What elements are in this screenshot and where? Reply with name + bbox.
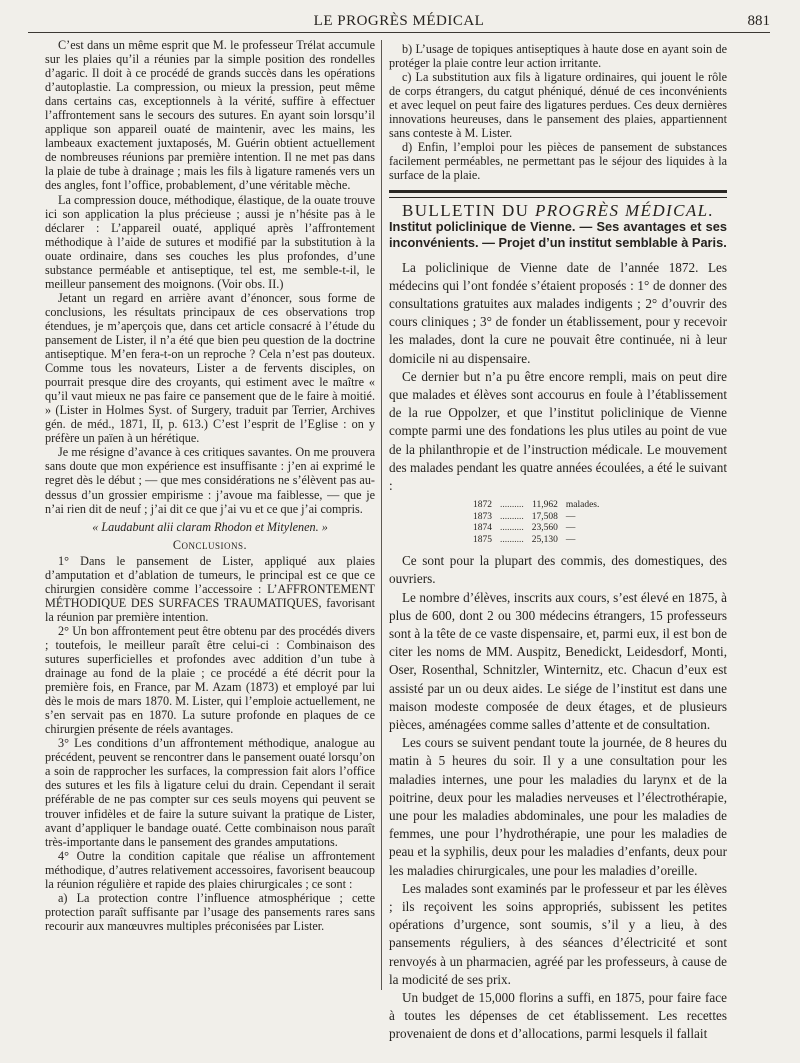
leader-dots: .......... — [500, 500, 524, 511]
conclusion-item: 3° Les conditions d’un affrontement méthodique, analogue au précédent, peuvent se rencontrer dans le pansement ouaté lorsqu’on a soin de rapprocher les surfaces, la compression fait alors l’office des sutures et les fils à ligature celui du drain. Cependant il serait préférable de ne pas compter sur ces seuls moyens qui peuvent se trouver infidèles et de faire la suture suivant la pratique de Lister, avant d’appliquer le bandage ouaté. Cette combinaison nous paraît très-importante dans le pansement des grandes amputations. — [45, 736, 375, 849]
count-cell: 25,130 — [531, 534, 558, 545]
count-cell: 17,508 — [531, 511, 558, 522]
paragraph: Ce dernier but n’a pu être encore rempli, mais on peut dire que malades et élèves sont accourus en foule à l’établissement de la rue Oppolzer, et que l’institut policlinique de Vienne compte parmi une des fondations les plus utiles au point de vue de la philanthropie et de l’instruction médicale. Le mouvement des malades pendant les quatre années écoulées, a été le suivant : — [389, 368, 727, 493]
year-cell: 1873 — [473, 511, 492, 522]
paragraph: Les malades sont examinés par le professeur et par les élèves ; ils reçoivent les soins appropriés, subissent les petites opérations d’urgence, sont soumis, s’il y a lieu, à des pansements réguliers, à des séances d’électricité et sont renvoyés à un pharmacien, agréé par les professeurs, à cause de la modicité de ses prix. — [389, 880, 727, 987]
latin-quote: « Laudabunt alii claram Rhodon et Mitylenen. » — [92, 519, 328, 534]
conclusion-item: a) La protection contre l’influence atmosphérique ; cette protection paraît suffisante par l’usage des pansements rares sans recourir aux manœuvres multiples préconisées par Lister. — [45, 890, 375, 933]
conclusion-item: 4° Outre la condition capitale que réalise un affrontement méthodique, d’autres relativement accessoires, favorisent beaucoup la réunion régulière et rapide des plaies chirurgicales ; ce sont : — [45, 848, 375, 891]
count-cell: 11,962 — [532, 500, 558, 511]
bulletin-title — [389, 201, 727, 221]
paragraph: Ce sont pour la plupart des commis, des domestiques, des ouvriers. — [389, 553, 727, 587]
conclusion-item: 1° Dans le pansement de Lister, appliqué aux plaies d’amputation et d’ablation de tumeurs, le principal est ce que ce chirurgien considère comme l’accessoire : L’AFFRONTEMENT MÉTHODIQUE DES SURFACES TRAUMATIQUES, favorisant la réunion par première intention. — [45, 553, 375, 624]
left-column — [45, 38, 375, 933]
year-cell: 1874 — [473, 523, 492, 534]
paragraph: Un budget de 15,000 florins a suffi, en 1875, pour faire face à toutes les dépenses de cet établissement. Les recettes provenaient de dons et d’allocations, parmi lesquels il fallait — [389, 990, 727, 1042]
patients-table — [469, 500, 603, 546]
list-item: d) Enfin, l’emploi pour les pièces de pansement de substances facilement perméables, ne permettant pas le séjour des liquides à la surface de la plaie. — [389, 140, 727, 183]
bulletin-title-italic: PROGRÈS MÉDICAL. — [534, 201, 715, 221]
unit-cell: malades. — [565, 500, 600, 511]
unit-cell: — — [565, 534, 576, 545]
table-row — [469, 535, 603, 547]
column-divider — [381, 40, 382, 990]
paragraph: Jetant un regard en arrière avant d’énoncer, sous forme de conclusions, les résultats principaux de ces observations trop étendues, je m’aperçois que, dans cet article consacré à l’étude du pansement de Lister, il n’a été que bien peu question de la doctrine antiseptique. M’en fera-t-on un reproche ? Cela n’est pas douteux. Comme tous les novateurs, Lister a de fervents disciples, on pourrait presque dire des croyants, qui estiment avec le maître « qu’il vaut mieux ne pas faire ce pansement que de le faire à moitié. » (Lister in Holmes Syst. of Surgery, traduit par Terrier, Archives gén. de méd., 1871, II, p. 613.) C’est l’esprit de l’Eglise : on y préfère un païen à un hérétique. — [45, 290, 375, 446]
unit-cell: — — [565, 511, 576, 522]
conclusion-item: 2° Un bon affrontement peut être obtenu par des procédés divers ; toutefois, le meilleur paraît être celui-ci : Combinaison des sutures superficielles et profondes avec addition d’un tube à drainage au fond de la plaie ; ce procédé a été décrit pour la première fois, en France, par M. Azam (1873) et employé par lui dès le mois de mars 1870. M. Lister, qui l’emploie actuellement, ne s’en servait pas en 1870. La suture profonde en plaques de ce chirurgien présente de réels avantages. — [45, 623, 375, 737]
unit-cell: — — [565, 523, 576, 534]
section-rule — [389, 190, 727, 198]
bulletin-title-prefix: BULLETIN DU — [402, 201, 535, 221]
leader-dots: .......... — [500, 511, 524, 522]
list-item: b) L’usage de topiques antiseptiques à haute dose en ayant soin de protéger la plaie contre leur action irritante. — [389, 42, 727, 71]
list-item: c) La substitution aux fils à ligature ordinaires, qui jouent le rôle de corps étrangers, du catgut phéniqué, dénué de ces inconvénients et avec lequel on peut faire des ligatures perdues. Ces deux dernières innovations heureuses, dans le pansement des plaies, appartiennent sans conteste à M. Lister. — [389, 70, 727, 141]
paragraph: La compression douce, méthodique, élastique, de la ouate trouve ici son application la plus précieuse ; aussi je n’hésite pas à le déclarer : L’appareil ouaté, appliqué après l’affrontement méthodique à l’aide de sutures et modifié par la substitution à la ouate ordinaire, dans ses couches les plus profondes, d’une substance perméable et antiseptique, tel est, me semble-t-il, le meilleur pansement des moignons. (Voir obs. II.) — [45, 192, 375, 291]
table-row — [469, 512, 603, 524]
year-cell: 1872 — [473, 500, 492, 511]
table-row — [469, 523, 603, 535]
article-body — [389, 259, 727, 1044]
paragraph: Je me résigne d’avance à ces critiques savantes. On me prouvera sans doute que mon expérience est insuffisante : j’en ai exprimé le regret dès le début ; — que mes considérations ne s’élèvent pas au-dessus d’un grossier empirisme : j’avoue ma faiblesse, — que je n’ai rien dit de neuf ; j’ai dit ce que j’ai vu et ce que j’ai compris. — [45, 445, 375, 516]
paragraph: La policlinique de Vienne date de l’année 1872. Les médecins qui l’ont fondée s’étaient proposés : 1° de donner des consultations gratuites aux malades indigents ; 2° d’ouvrir des cours cliniques ; 3° de fonder un établissement, pour y recevoir les malades, dont la cure ne pouvait être continuée, ni à leur domicile ni au dispensaire. — [389, 259, 727, 366]
count-cell: 23,560 — [531, 523, 558, 534]
year-cell: 1875 — [473, 534, 492, 545]
page-header — [28, 10, 770, 33]
article-heading: Institut policlinique de Vienne. — Ses avantages et ses inconvénients. — Projet d’un institut semblable à Paris. — [389, 218, 727, 250]
running-title: LE PROGRÈS MÉDICAL — [313, 13, 485, 29]
table-row — [469, 500, 603, 512]
paragraph: C’est dans un même esprit que M. le professeur Trélat accumule sur les plaies qu’il a réunies par la simple position des rondelles d’agaric. Il doit à ce procédé de grands succès dans les opérations d’autoplastie. La compression, ou mieux la pression, peut même dans certains cas, exceptionnels à la vérité, suffire à effectuer l’affrontement sans le secours des sutures. En ayant soin lorsqu’il applique son appareil ouaté de maintenir, avec les mains, les lambeaux exactement juxtaposés, M. Guérin obtient actuellement de nombreuses réunions par première intention. Il ne met pas dans la plaie de tube à drainage ; mais les fils à ligature ramenés vers un des angles, font l’office, probablement, d’une véritable mèche. — [45, 38, 375, 193]
paragraph: Les cours se suivent pendant toute la journée, de 8 heures du matin à 5 heures du soir. Il y a une consultation pour les maladies internes, une pour les maladies du larynx et de la poitrine, deux pour les maladies nerveuses et l’électrothérapie, une pour les maladies abdominales, une pour les maladies de femmes, une pour l’hydrothérapie, une pour les maladies de peau et la syphilis, deux pour les maladies d’enfants, deux pour les maladies chirurgicales, une pour les maladies d’oreille. — [389, 735, 727, 878]
leader-dots: .......... — [500, 534, 524, 545]
paragraph: Le nombre d’élèves, inscrits aux cours, s’est élevé en 1875, à plus de 600, dont 2 ou 300 médecins étrangers, 15 professeurs sont à la tête de ce vaste dispensaire, et, parmi eux, il est bon de citer les noms de MM. Auspitz, Benedickt, Leidesdorf, Monti, Oser, Rosenthal, Schnitzler, Winternitz, etc. Chacun d’eux est assisté par un ou deux aides. Le siége de l’institut est dans une maison modeste composée de deux étages, et de plusieurs pièces, aménagées comme salles d’attente et de consultation. — [389, 589, 727, 732]
right-column — [389, 42, 727, 1044]
leader-dots: .......... — [500, 523, 524, 534]
conclusions-title: Conclusions. — [172, 537, 248, 552]
page-number: 881 — [747, 13, 770, 29]
